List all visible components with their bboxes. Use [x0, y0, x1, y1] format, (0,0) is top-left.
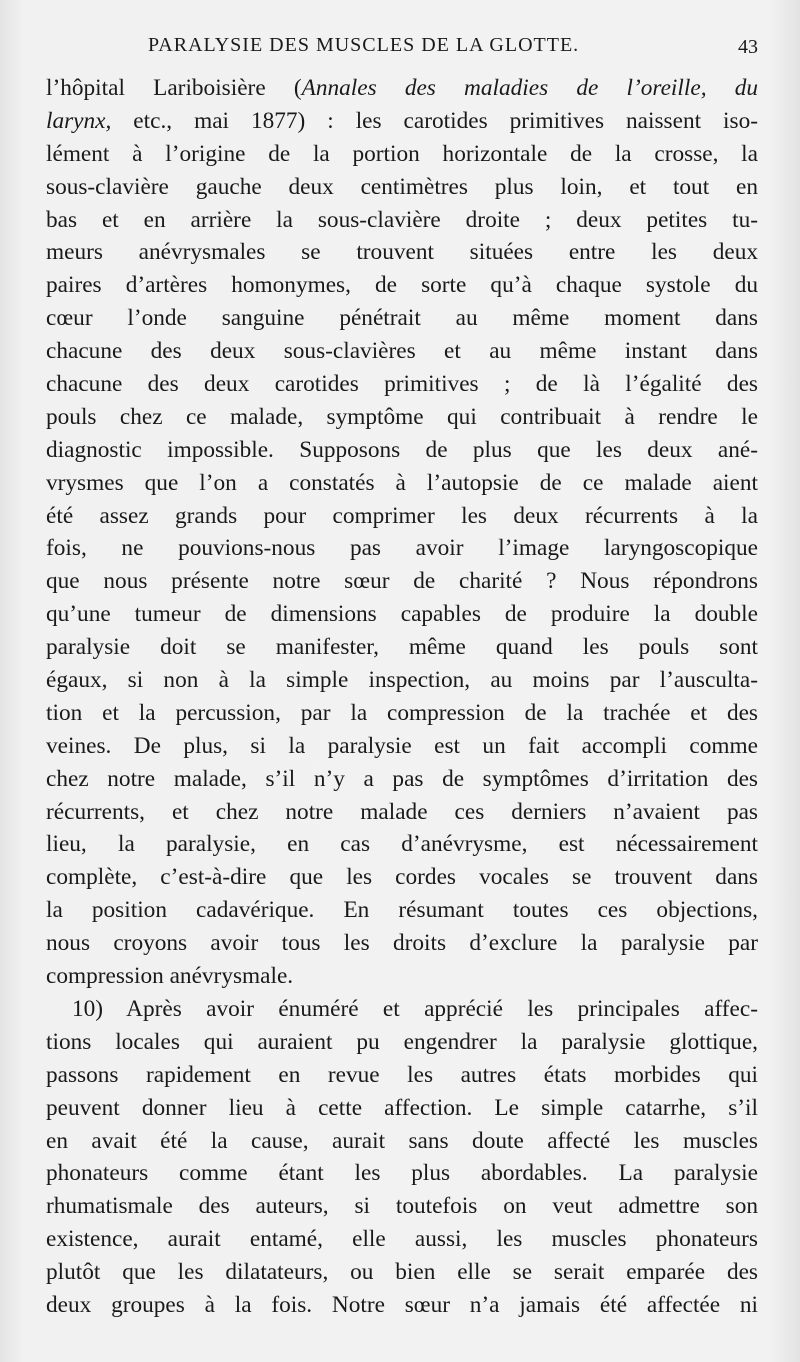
text-run: pouls chez ce malade, symptôme qui contribuait à rendre le [46, 403, 758, 430]
text-run: vrysmes que l’on a constatés à l’autopsie de ce malade aient [46, 469, 758, 496]
text-run: diagnostic impossible. Supposons de plus que les deux ané- [46, 436, 758, 463]
text-run: fois, ne pouvions-nous pas avoir l’image laryngoscopique [46, 535, 758, 562]
text-line [46, 1157, 758, 1190]
text-run: chacune des deux sous-clavières et au même instant dans [46, 338, 758, 365]
text-line [46, 1059, 758, 1092]
text-line [46, 894, 758, 927]
text-run: paires d’artères homonymes, de sorte qu’à chaque systole du [46, 272, 758, 299]
text-run: récurrents, et chez notre malade ces derniers n’avaient pas [46, 798, 758, 825]
text-run: lieu, la paralysie, en cas d’anévrysme, est nécessairement [46, 831, 758, 858]
text-line [46, 269, 758, 302]
text-line [46, 861, 758, 894]
running-title: PARALYSIE DES MUSCLES DE LA GLOTTE. [148, 34, 580, 56]
text-line [46, 500, 758, 533]
text-line [46, 697, 758, 730]
text-run: chez notre malade, s’il n’y a pas de symptômes d’irritation des [46, 765, 758, 792]
text-line [46, 532, 758, 565]
text-run: etc., mai 1877) : les carotides primitives naissent iso- [111, 107, 758, 134]
text-line [46, 401, 758, 434]
text-line [46, 171, 758, 204]
text-run: bas et en arrière la sous-clavière droite ; deux petites tu- [46, 206, 758, 233]
text-line [46, 204, 758, 237]
text-run: peuvent donner lieu à cette affection. Le simple catarrhe, s’il [46, 1094, 758, 1121]
text-run: qu’une tumeur de dimensions capables de produire la double [46, 601, 758, 628]
text-line [46, 565, 758, 598]
text-run: la position cadavérique. En résumant toutes ces objections, [46, 897, 758, 924]
text-line [46, 138, 758, 171]
body-text [46, 72, 758, 1322]
text-line [46, 1092, 758, 1125]
text-run: chacune des deux carotides primitives ; de là l’égalité des [46, 371, 758, 398]
text-run: deux groupes à la fois. Notre sœur n’a jamais été affectée ni [46, 1291, 758, 1318]
text-run: meurs anévrysmales se trouvent situées entre les deux [46, 239, 758, 266]
text-line [46, 434, 758, 467]
text-line [46, 763, 758, 796]
text-line [46, 664, 758, 697]
text-run: rhumatismale des auteurs, si toutefois on veut admettre son [46, 1193, 758, 1220]
text-line [46, 467, 758, 500]
page-number: 43 [738, 36, 758, 58]
text-run: plutôt que les dilatateurs, ou bien elle se serait emparée des [46, 1259, 758, 1286]
text-line [46, 1256, 758, 1289]
text-line [46, 302, 758, 335]
text-run: tion et la percussion, par la compression de la trachée et des [46, 699, 758, 726]
text-run: que nous présente notre sœur de charité ? Nous répondrons [46, 568, 758, 595]
text-run: en avait été la cause, aurait sans doute affecté les muscles [46, 1127, 758, 1154]
text-run: 10) Après avoir énuméré et apprécié les principales affec- [72, 995, 758, 1022]
text-line [46, 927, 758, 960]
text-line [46, 1223, 758, 1256]
text-run: sous-clavière gauche deux centimètres plus loin, et tout en [46, 173, 758, 200]
text-run: paralysie doit se manifester, même quand les pouls sont [46, 634, 758, 661]
text-run: complète, c’est-à-dire que les cordes vocales se trouvent dans [46, 864, 758, 891]
text-run: passons rapidement en revue les autres états morbides qui [46, 1061, 758, 1088]
text-line [46, 72, 758, 105]
text-line [46, 796, 758, 829]
text-run: été assez grands pour comprimer les deux récurrents à la [46, 502, 758, 529]
italic-text-run: larynx, [46, 107, 112, 134]
text-run: existence, aurait entamé, elle aussi, les muscles phonateurs [46, 1226, 758, 1253]
text-line [46, 1125, 758, 1158]
text-run: phonateurs comme étant les plus abordables. La paralysie [46, 1160, 758, 1187]
text-line [46, 105, 758, 138]
text-run: lément à l’origine de la portion horizontale de la crosse, la [46, 140, 758, 167]
text-run: l’hôpital Lariboisière ( [46, 75, 302, 101]
text-line [46, 1190, 758, 1223]
italic-text-run: Annales des maladies de l’oreille, du [301, 75, 758, 101]
text-run: cœur l’onde sanguine pénétrait au même moment dans [46, 305, 758, 332]
text-run: compression anévrysmale. [46, 963, 294, 990]
text-line [46, 1289, 758, 1322]
text-run: nous croyons avoir tous les droits d’exclure la paralysie par [46, 930, 758, 957]
text-run: veines. De plus, si la paralysie est un fait accompli comme [46, 732, 758, 759]
text-line [46, 828, 758, 861]
text-line [46, 730, 758, 763]
page-header [148, 34, 758, 68]
text-run: égaux, si non à la simple inspection, au moins par l’ausculta- [46, 667, 758, 694]
text-line [46, 598, 758, 631]
text-line [46, 631, 758, 664]
text-line [46, 1026, 758, 1059]
text-line [46, 368, 758, 401]
text-line [46, 960, 758, 993]
text-run: tions locales qui auraient pu engendrer la paralysie glottique, [46, 1028, 758, 1055]
text-line [46, 993, 758, 1026]
text-line [46, 236, 758, 269]
text-line [46, 335, 758, 368]
